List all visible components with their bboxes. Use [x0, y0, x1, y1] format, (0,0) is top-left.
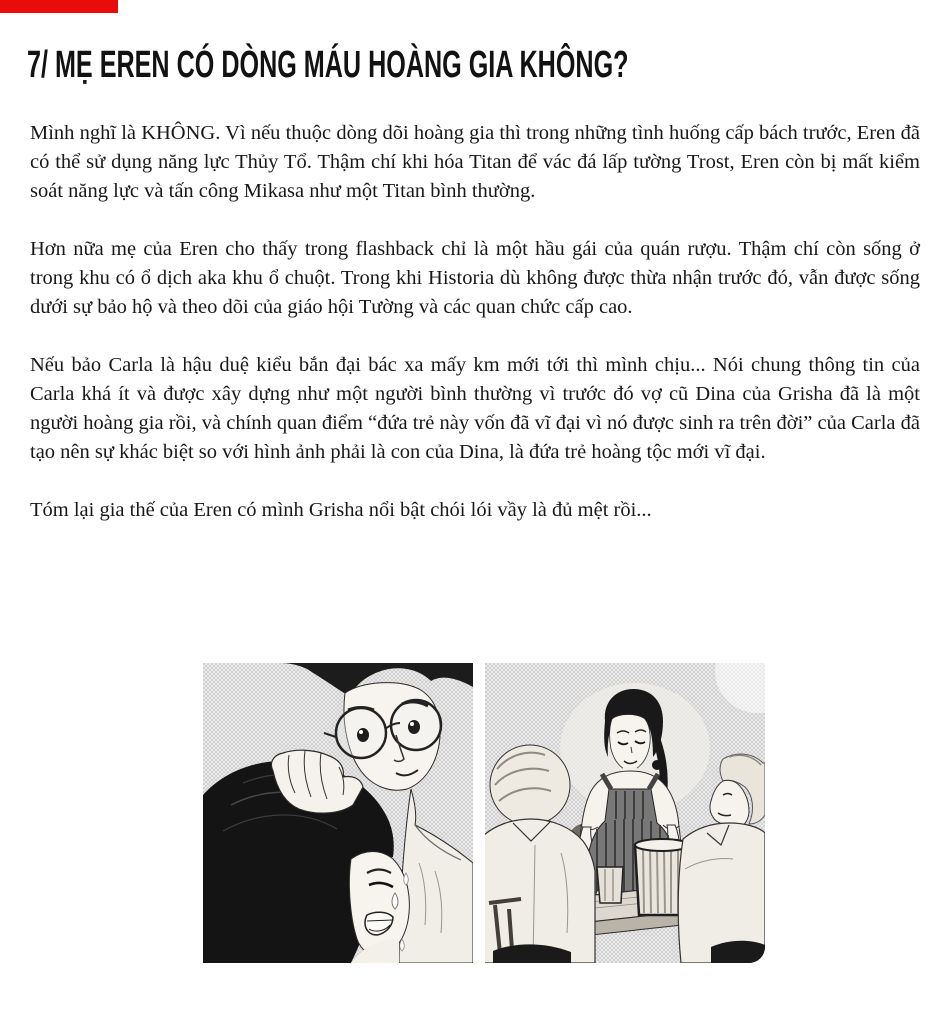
paragraph-3: Nếu bảo Carla là hậu duệ kiểu bắn đại bác xa mấy km mới tới thì mình chịu... Nói chung thông tin của Carla khá ít và được xây dựng như một người bình thường vì trước đó vợ cũ Dina của Grisha đã là một người hoàng gia rồi, và chính quan điểm “đứa trẻ này vốn đã vĩ đại vì nó được sinh ra trên đời” của Carla đã tạo nên sự khác biệt so với hình ảnh phải là con của Dina, là đứa trẻ hoàng tộc mới vĩ đại. [30, 354, 920, 463]
manga-panel-grisha [203, 663, 473, 963]
section-heading-text: 7/ MẸ EREN CÓ DÒNG MÁU HOÀNG GIA KHÔNG? [27, 43, 629, 86]
manga-panel-grisha-art [203, 663, 473, 963]
paragraph-1: Mình nghĩ là KHÔNG. Vì nếu thuộc dòng dõi hoàng gia thì trong những tình huống cấp bách trước, Eren đã có thể sử dụng năng lực Thủy Tổ. Thậm chí khi hóa Titan để vác đá lấp tường Trost, Eren còn bị mất kiểm soát năng lực và tấn công Mikasa như một Titan bình thường. [30, 122, 920, 202]
top-left-red-marker [0, 0, 118, 13]
manga-panel-carla-art [485, 663, 765, 963]
manga-panel-carla-tavern [485, 663, 765, 963]
paragraph-4: Tóm lại gia thế của Eren có mình Grisha nổi bật chói lói vầy là đủ mệt rồi... [30, 499, 652, 521]
section-heading [27, 44, 912, 86]
article-body [30, 119, 920, 525]
paragraph-2: Hơn nữa mẹ của Eren cho thấy trong flashback chỉ là một hầu gái của quán rượu. Thậm chí còn sống ở trong khu có ổ dịch aka khu ổ chuột. Trong khi Historia dù không được thừa nhận trước đó, vẫn được sống dưới sự bảo hộ và theo dõi của giáo hội Tường và các quan chức cấp cao. [30, 238, 920, 318]
